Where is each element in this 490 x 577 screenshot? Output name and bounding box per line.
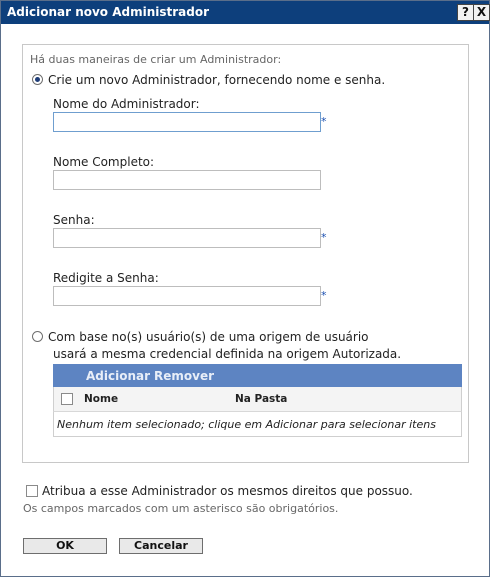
retype-password-required: * xyxy=(321,289,327,302)
admin-name-label: Nome do Administrador: xyxy=(53,97,200,111)
cancel-button[interactable]: Cancelar xyxy=(119,538,203,554)
radio-user-source[interactable] xyxy=(32,331,43,342)
radio-new-admin[interactable] xyxy=(32,74,43,85)
title-bar xyxy=(1,1,489,24)
close-icon[interactable]: X xyxy=(473,4,490,21)
admin-name-required: * xyxy=(321,115,327,128)
options-legend: Há duas maneiras de criar um Administrador: xyxy=(30,53,282,66)
same-rights-checkbox[interactable] xyxy=(26,485,38,497)
table-empty-row xyxy=(53,411,462,437)
required-note: Os campos marcados com um asterisco são obrigatórios. xyxy=(23,502,339,515)
same-rights-label: Atribua a esse Administrador os mesmos direitos que possuo. xyxy=(42,484,413,498)
ok-button[interactable]: OK xyxy=(23,538,107,554)
dialog-title: Adicionar novo Administrador xyxy=(7,5,210,19)
help-icon[interactable]: ? xyxy=(457,4,474,21)
users-table-toolbar xyxy=(53,364,462,387)
password-input[interactable] xyxy=(53,228,321,248)
full-name-input[interactable] xyxy=(53,170,321,190)
remove-button[interactable]: Remover xyxy=(154,369,215,383)
password-required: * xyxy=(321,231,327,244)
users-table-header xyxy=(53,387,462,412)
retype-password-input[interactable] xyxy=(53,286,321,306)
full-name-label: Nome Completo: xyxy=(53,155,155,169)
retype-password-label: Redigite a Senha: xyxy=(53,271,159,285)
password-label: Senha: xyxy=(53,213,95,227)
admin-name-input[interactable] xyxy=(53,112,321,132)
add-button[interactable]: Adicionar xyxy=(86,369,151,383)
select-all-checkbox[interactable] xyxy=(61,393,73,405)
option-source-label-1: Com base no(s) usuário(s) de uma origem de usuário xyxy=(48,330,369,344)
column-header-folder[interactable]: Na Pasta xyxy=(235,393,288,405)
option-new-label: Crie um novo Administrador, fornecendo nome e senha. xyxy=(48,73,386,87)
empty-message: Nenhum item selecionado; clique em Adicionar para selecionar itens xyxy=(57,418,436,431)
column-header-name[interactable]: Nome xyxy=(84,393,119,405)
option-source-label-2: usará a mesma credencial definida na origem Autorizada. xyxy=(53,347,402,361)
